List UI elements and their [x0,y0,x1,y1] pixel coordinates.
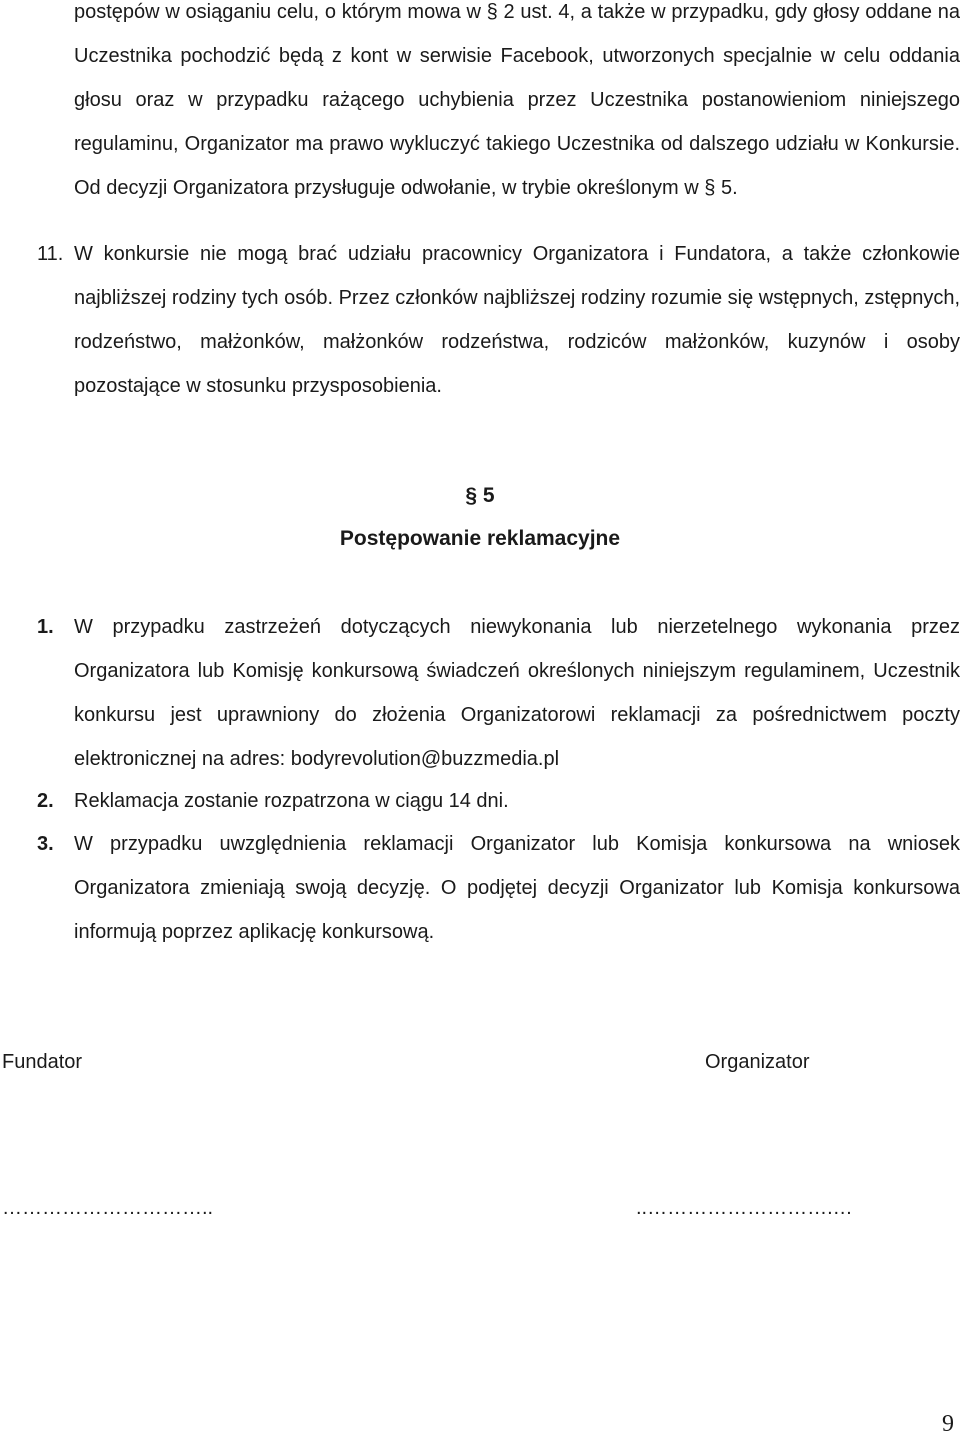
page-number: 9 [942,1411,954,1437]
section-title: Postępowanie reklamacyjne [339,527,621,550]
item-number: 1. [37,616,54,638]
item-number: 3. [37,833,54,855]
signature-line-fundator: ………………………….. [2,1197,214,1219]
item-text: Reklamacja zostanie rozpatrzona w ciągu 14 dni. [74,790,509,812]
signature-label-fundator: Fundator [2,1051,83,1073]
item-number: 2. [37,790,54,812]
item-text: W przypadku zastrzeżeń dotyczących niewykonania lub nierzetelnego wykonania przez Organizatora lub Komisję konkursową świadczeń określonych niniejszym regulaminem, Uczestnik konkursu jest uprawniony do złożenia Organizatorowi reklamacji za pośrednictwem poczty elektronicznej na adres: bodyrevolution@buzzmedia.pl [74,616,960,770]
item-11-number: 11. [37,243,64,265]
item-11-text: W konkursie nie mogą brać udziału pracownicy Organizatora i Fundatora, a także członkowie najbliższej rodziny tych osób. Przez członków najbliższej rodziny rozumie się wstępnych, zstępnych, rodzeństwo, małżonków, małżonków rodzeństwa, rodziców małżonków, kuzynów i osoby pozostające w stosunku przysposobienia. [74,243,960,397]
item-text: W przypadku uwzględnienia reklamacji Organizator lub Komisja konkursowa na wniosek Organizatora zmieniają swoją decyzję. O podjętej decyzji Organizator lub Komisja konkursowa informują poprzez aplikację konkursową. [74,833,960,943]
section-symbol: § 5 [465,484,495,507]
continuation-paragraph: postępów w osiąganiu celu, o którym mowa w § 2 ust. 4, a także w przypadku, gdy głosy oddane na Uczestnika pochodzić będą z kont w serwisie Facebook, utworzonych specjalnie w celu oddania głosu oraz w przypadku rażącego uchybienia przez Uczestnika postanowieniom niniejszego regulaminu, Organizator ma prawo wykluczyć takiego Uczestnika od dalszego udziału w Konkursie. Od decyzji Organizatora przysługuje odwołanie, w trybie określonym w § 5. [74,1,960,199]
signature-label-organizator: Organizator [705,1051,810,1073]
signature-line-organizator: ..……………………….… [636,1197,853,1219]
